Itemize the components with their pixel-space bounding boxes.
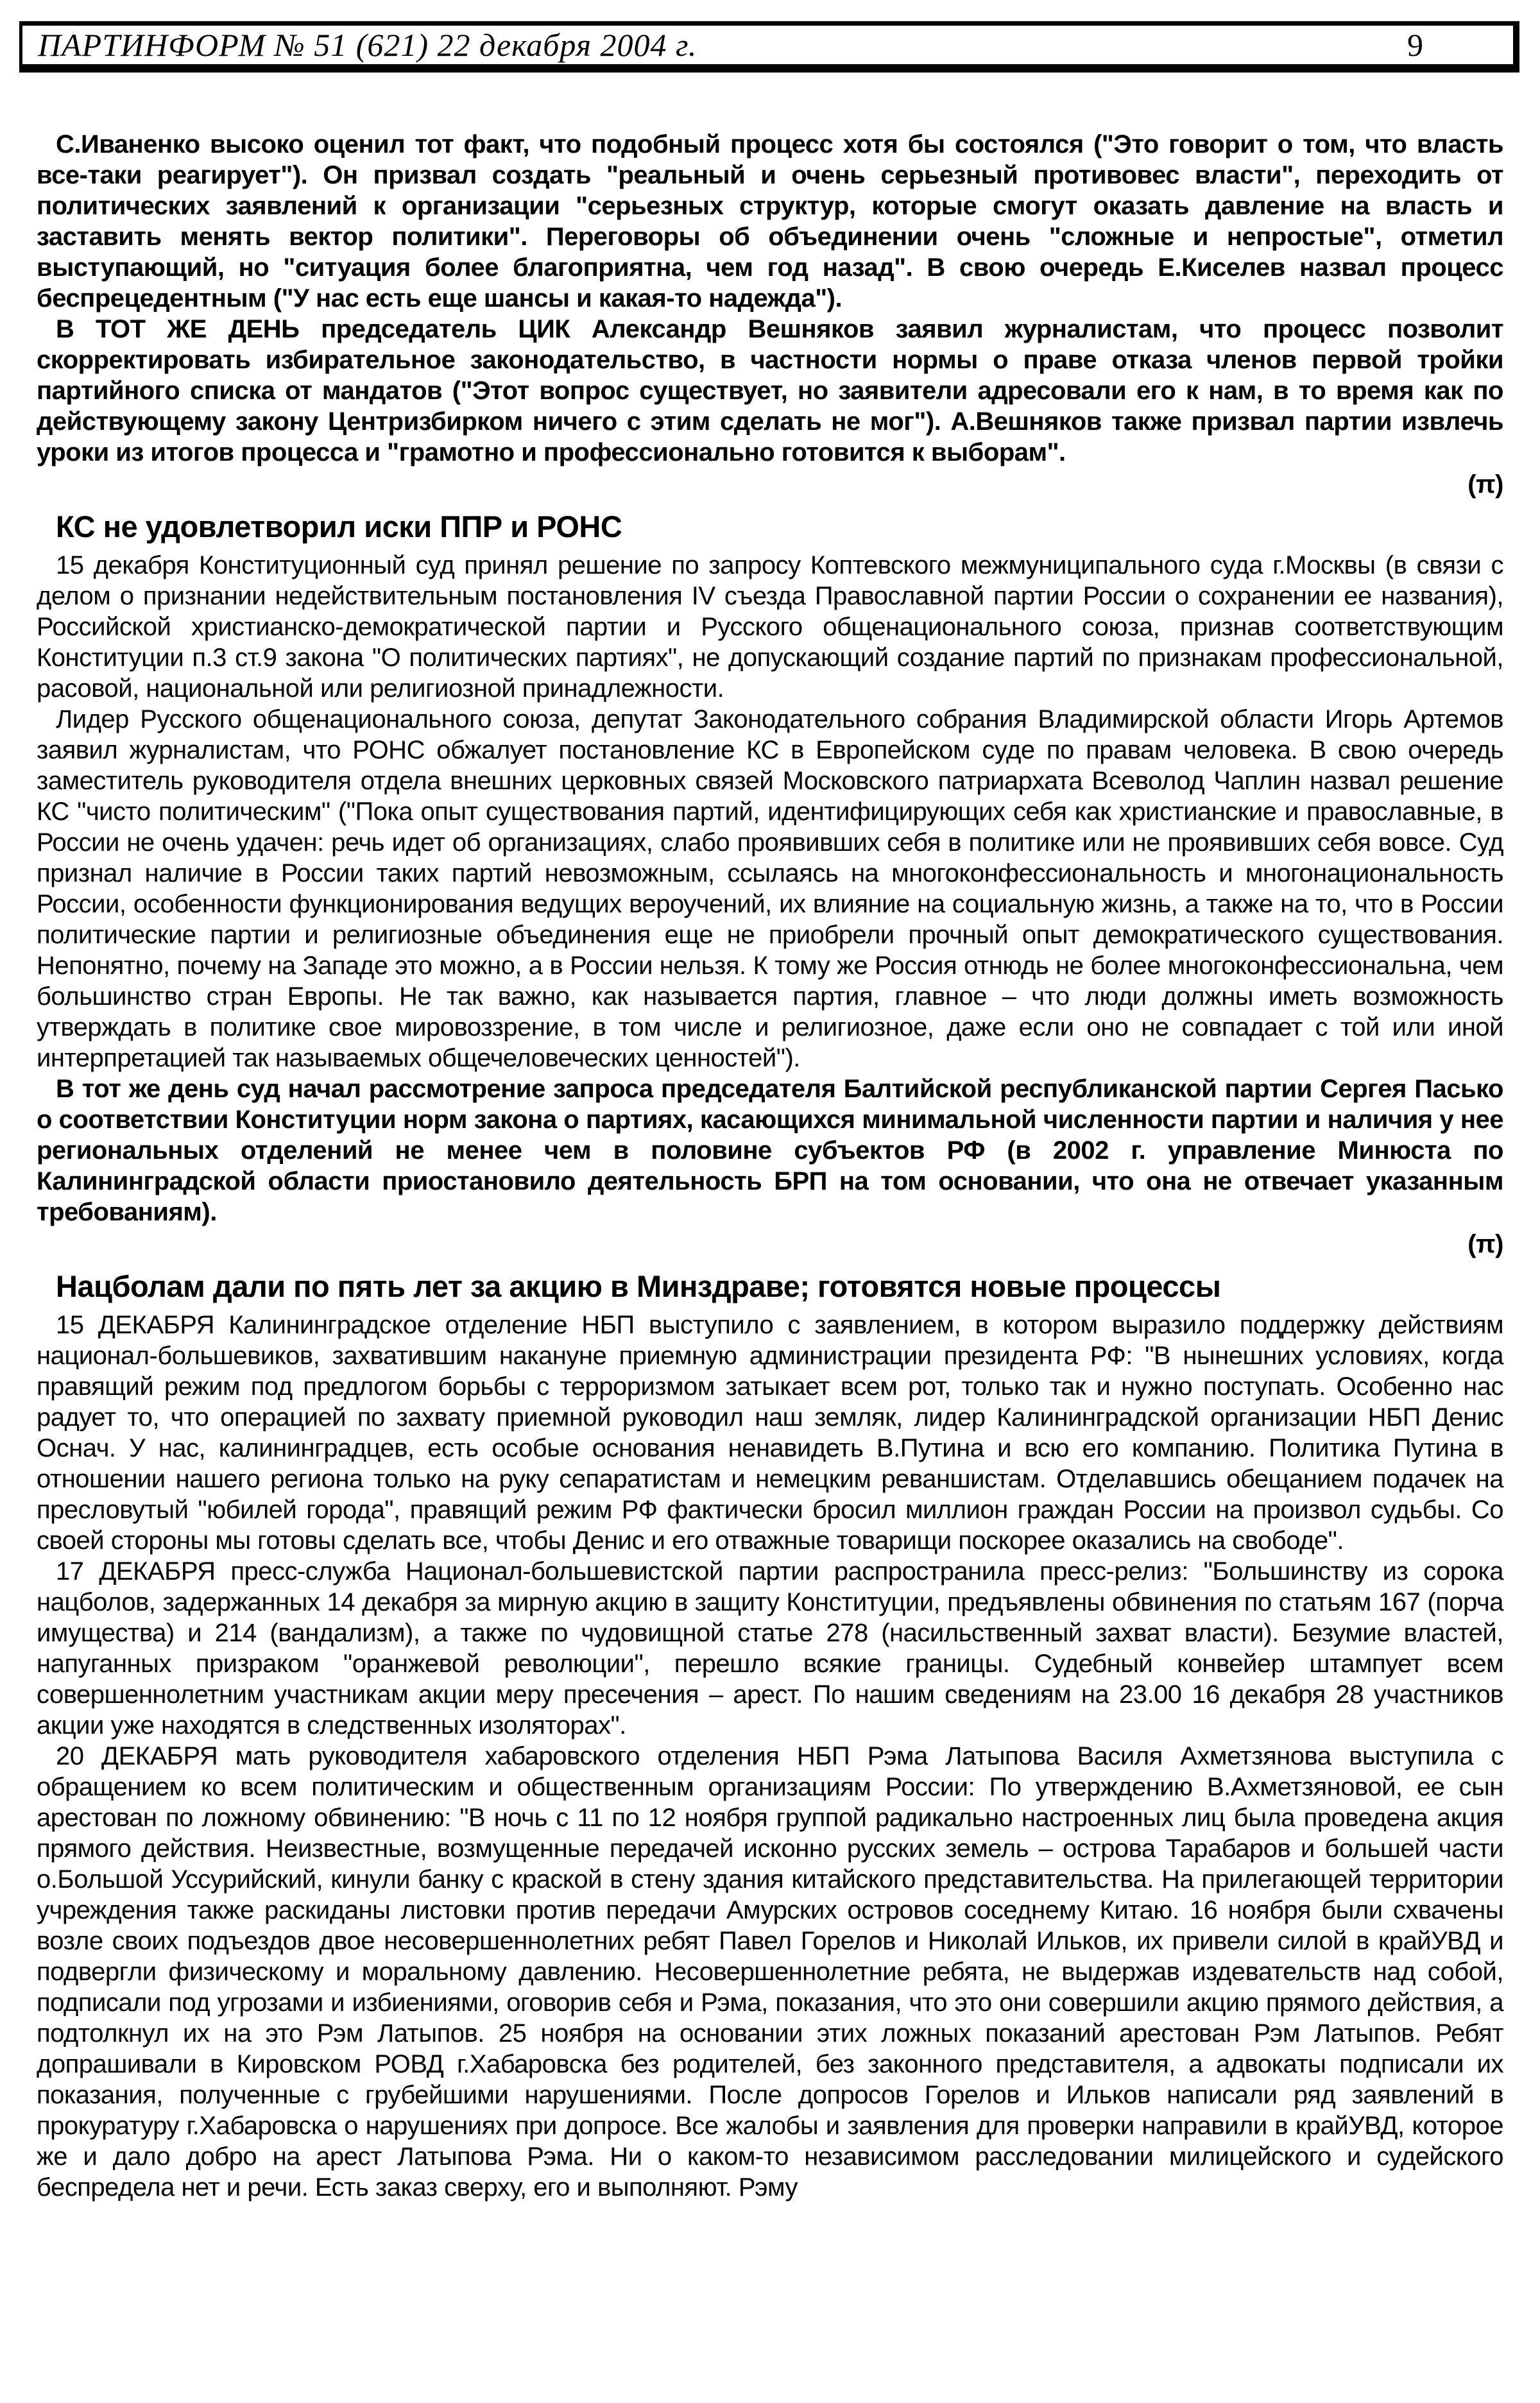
paragraph-ks-decision: 15 декабря Конституционный суд принял решение по запросу Коптевского межмуниципального суда г.Москвы (в связи с делом о признании недействительным постановления IV съезда Православной партии России о сохранении ее названия), Российской христианско-демократической партии и Русского общенационального союза, признав соответствующим Конституции п.3 ст.9 закона "О политических партиях", не допускающий создание партий по признакам профессиональной, расовой, национальной или религиозной принадлежности.	[37, 551, 1503, 703]
paragraph-ks-pasko: В тот же день суд начал рассмотрение запроса председателя Балтийской республиканской партии Сергея Пасько о соответствии Конституции норм закона о партиях, касающихся минимальной численности партии и наличия у нее региональных отделений не менее чем в половине субъектов РФ (в 2002 г. управление Минюста по Калининградской области приостановило деятельность БРП на том основании, что она не отвечает указанным требованиям).	[37, 1075, 1503, 1226]
paragraph-ks-reactions: Лидер Русского общенационального союза, депутат Законодательного собрания Владимирской области Игорь Артемов заявил журналистам, что РОНС обжалует постановление КС в Европейском суде по правам человека. В свою очередь заместитель руководителя отдела внешних церковных связей Московского патриархата Всеволод Чаплин назвал решение КС "чисто политическим" ("Пока опыт существования партий, идентифицирующих себя как христианские и православные, в России не очень удачен: речь идет об организациях, слабо проявивших себя в политике или не проявивших себя вовсе. Суд признал наличие в России таких партий невозможным, ссылаясь на многоконфессиональность и многонациональность России, особенности функционирования ведущих вероучений, их влияние на социальную жизнь, а также на то, что в России политические партии и религиозные объединения еще не приобрели прочный опыт демократического существования. Непонятно, почему на Западе это можно, а в России нельзя. К тому же Россия отнюдь не более многоконфессиональна, чем большинство стран Европы. Не так важно, как называется партия, главное – что люди должны иметь возможность утверждать в политике свое мировоззрение, в том числе и религиозное, даже если оно не совпадает с той или иной интерпретацией так называемых общечеловеческих ценностей").	[37, 705, 1503, 1072]
paragraph-ivanenko: С.Иваненко высоко оценил тот факт, что подобный процесс хотя бы состоялся ("Это говорит о том, что власть все-таки реагирует"). Он призвал создать "реальный и очень серьезный противовес власти", переходить от политических заявлений к организации "серьезных структур, которые смогут оказать давление на власть и заставить менять вектор политики". Переговоры об объединении очень "сложные и непростые", отметил выступающий, но "ситуация более благоприятна, чем год назад". В свою очередь Е.Киселев назвал процесс беспрецедентным ("У нас есть еще шансы и какая-то надежда").	[37, 130, 1503, 312]
masthead-box	[19, 21, 1519, 73]
article-yabloko-process	[37, 129, 1503, 500]
pi-end-marker: (π)	[1467, 1230, 1503, 1258]
article-natsbol	[37, 1269, 1503, 2203]
masthead-title: ПАРТИНФОРМ № 51 (621) 22 декабря 2004 г.	[38, 27, 697, 63]
paragraph-natsbol-15dec: 15 ДЕКАБРЯ Калининградское отделение НБП выступило с заявлением, в котором выразило поддержку действиям национал-большевиков, захватившим накануне приемную администрации президента РФ: "В нынешних условиях, когда правящий режим под предлогом борьбы с терроризмом затыкает всем рот, только так и нужно поступать. Особенно нас радует то, что операцией по захвату приемной руководил наш земляк, лидер Калининградской организации НБП Денис Оснач. У нас, калининградцев, есть особые основания ненавидеть В.Путина и всю его компанию. Политика Путина в отношении нашего региона только на руку сепаратистам и немецким реваншистам. Отделавшись обещанием подачек на пресловутый "юбилей города", правящий режим РФ фактически бросил миллион граждан России на произвол судьбы. Со своей стороны мы готовы сделать все, чтобы Денис и его отважные товарищи поскорее оказались на свободе".	[37, 1311, 1503, 1555]
pi-end-marker: (π)	[1467, 470, 1503, 499]
article-heading-natsbol: Нацболам дали по пять лет за акцию в Минздраве; готовятся новые процессы	[56, 1269, 1221, 1303]
page-number: 9	[1407, 27, 1423, 63]
article-heading-ks: КС не удовлетворил иски ППР и РОНС	[56, 509, 622, 543]
newsletter-page	[0, 21, 1540, 2403]
article-column	[37, 129, 1503, 2203]
article-ks	[37, 509, 1503, 1260]
paragraph-veshnyakov: В ТОТ ЖЕ ДЕНЬ председатель ЦИК Александр Вешняков заявил журналистам, что процесс позволит скорректировать избирательное законодательство, в частности нормы о праве отказа членов первой тройки партийного списка от мандатов ("Этот вопрос существует, но заявители адресовали его к нам, в то время как по действующему закону Центризбирком ничего с этим сделать не мог"). А.Вешняков также призвал партии извлечь уроки из итогов процесса и "грамотно и профессионально готовится к выборам".	[37, 315, 1503, 466]
paragraph-natsbol-20dec: 20 ДЕКАБРЯ мать руководителя хабаровского отделения НБП Рэма Латыпова Василя Ахметзянова выступила с обращением ко всем политическим и общественным организациям России: По утверждению В.Ахметзяновой, ее сын арестован по ложному обвинению: "В ночь с 11 по 12 ноября группой радикально настроенных лиц была проведена акция прямого действия. Неизвестные, возмущенные передачей исконно русских земель – острова Тарабаров и большей части о.Большой Уссурийский, кинули банку с краской в стену здания китайского представительства. На прилегающей территории учреждения также раскиданы листовки против передачи Амурских островов соседнему Китаю. 16 ноября были схвачены возле своих подъездов двое несовершеннолетних ребят Павел Горелов и Николай Ильков, их привели силой в крайУВД и подвергли физическому и моральному давлению. Несовершеннолетние ребята, не выдержав издевательств над собой, подписали под угрозами и избиениями, оговорив себя и Рэма, показания, что это они совершили акцию прямого действия, а подтолкнул их на это Рэм Латыпов. 25 ноября на основании этих ложных показаний арестован Рэм Латыпов. Ребят допрашивали в Кировском РОВД г.Хабаровска без родителей, без законного представителя, а адвокаты подписали их показания, полученные с грубейшими нарушениями. После допросов Горелов и Ильков написали ряд заявлений в прокуратуру г.Хабаровска о нарушениях при допросе. Все жалобы и заявления для проверки направили в крайУВД, которое же и дало добро на арест Латыпова Рэма. Ни о каком-то независимом расследовании милицейского и судейского беспредела нет и речи. Есть заказ сверху, его и выполняют. Рэму	[37, 1742, 1503, 2202]
paragraph-natsbol-17dec: 17 ДЕКАБРЯ пресс-служба Национал-большевистской партии распространила пресс-релиз: "Большинству из сорока нацболов, задержанных 14 декабря за мирную акцию в защиту Конституции, предъявлены обвинения по статьям 167 (порча имущества) и 214 (вандализм), а также по чудовищной статье 278 (насильственный захват власти). Безумие властей, напуганных призраком "оранжевой революции", перешло всякие границы. Судебный конвейер штампует всем совершеннолетним участникам акции меру пресечения – арест. По нашим сведениям на 23.00 16 декабря 28 участников акции уже находятся в следственных изоляторах".	[37, 1557, 1503, 1740]
